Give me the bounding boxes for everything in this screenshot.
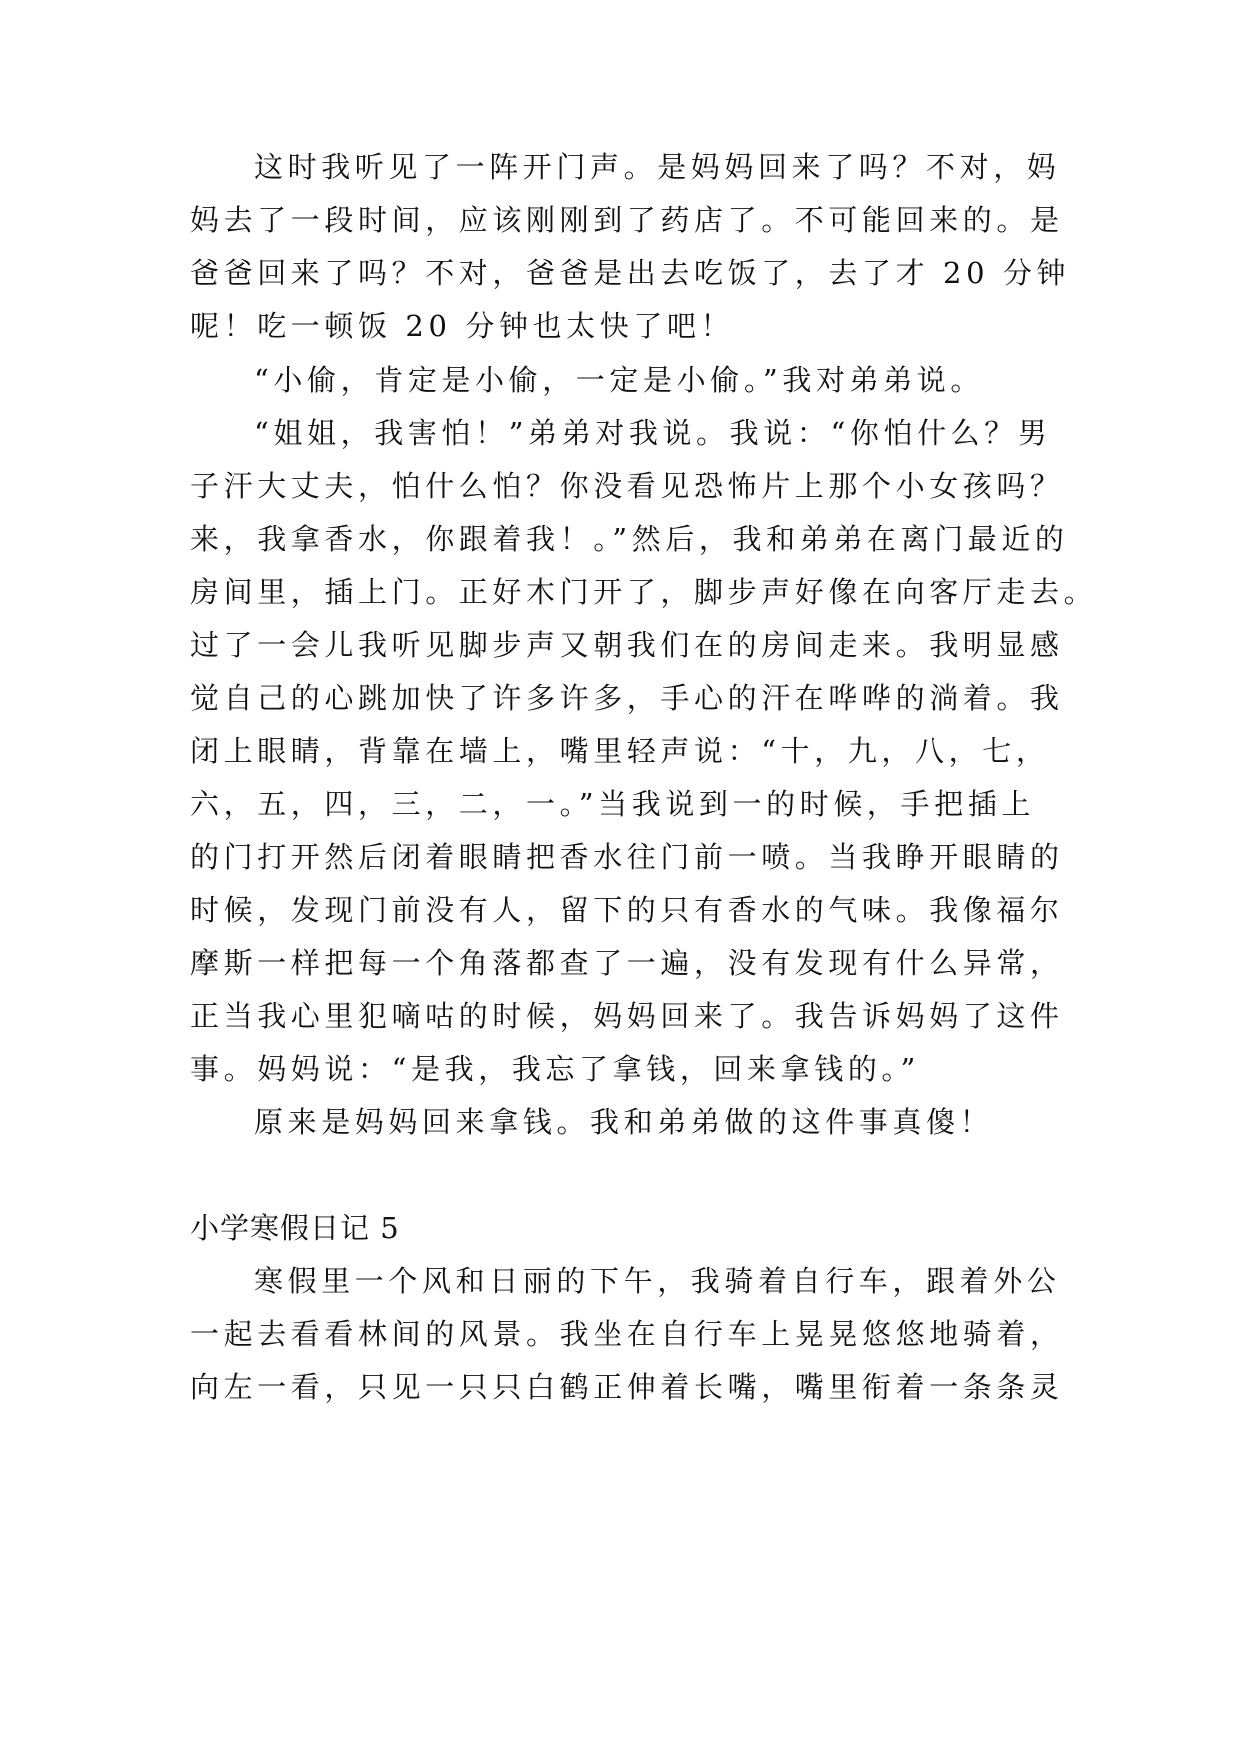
paragraph-3-line-11: 摩斯一样把每一个角落都查了一遍，没有发现有什么异常， [190,946,1064,980]
paragraph-1-line-3: 爸爸回来了吗？不对，爸爸是出去吃饭了，去了才 20 分钟 [190,256,1071,290]
paragraph-3-line-9: 的门打开然后闭着眼睛把香水往门前一喷。当我睁开眼睛的 [190,840,1064,874]
paragraph-3-line-6: 觉自己的心跳加快了许多许多，手心的汗在哗哗的淌着。我 [190,681,1064,715]
paragraph-3-line-5: 过了一会儿我听见脚步声又朝我们在的房间走来。我明显感 [190,628,1064,662]
section2-paragraph-1-line-3: 向左一看，只见一只只白鹤正伸着长嘴，嘴里衔着一条条灵 [190,1370,1064,1404]
section-title: 小学寒假日记 5 [190,1211,400,1245]
paragraph-3-line-2: 子汗大丈夫，怕什么怕？你没看见恐怖片上那个小女孩吗？ [190,469,1064,503]
paragraph-3-line-1: “姐姐，我害怕！”弟弟对我说。我说：“你怕什么？男 [254,416,1052,450]
paragraph-3-line-4: 房间里，插上门。正好木门开了，脚步声好像在向客厅走去。 [190,575,1098,609]
paragraph-3-line-13: 事。妈妈说：“是我，我忘了拿钱，回来拿钱的。” [190,1052,920,1086]
paragraph-1-line-2: 妈去了一段时间，应该刚刚到了药店了。不可能回来的。是 [190,203,1064,237]
paragraph-3-line-3: 来，我拿香水，你跟着我！。”然后，我和弟弟在离门最近的 [190,522,1069,556]
paragraph-3-line-10: 时候，发现门前没有人，留下的只有香水的气味。我像福尔 [190,893,1064,927]
paragraph-3-line-7: 闭上眼睛，背靠在墙上，嘴里轻声说：“十，九，八，七， [190,734,1050,768]
section2-paragraph-1-line-1: 寒假里一个风和日丽的下午，我骑着自行车，跟着外公 [254,1264,1061,1298]
paragraph-1-line-4: 呢！吃一顿饭 20 分钟也太快了吧！ [190,309,735,343]
paragraph-3-line-12: 正当我心里犯嘀咕的时候，妈妈回来了。我告诉妈妈了这件 [190,999,1064,1033]
paragraph-1-line-1: 这时我听见了一阵开门声。是妈妈回来了吗？不对，妈 [254,150,1061,184]
section2-paragraph-1-line-2: 一起去看看林间的风景。我坐在自行车上晃晃悠悠地骑着， [190,1317,1064,1351]
paragraph-3-line-8: 六，五，四，三，二，一。”当我说到一的时候，手把插上 [190,787,1035,821]
paragraph-2-line-1: “小偷，肯定是小偷，一定是小偷。”我对弟弟说。 [254,363,984,397]
paragraph-4-line-1: 原来是妈妈回来拿钱。我和弟弟做的这件事真傻！ [254,1105,994,1139]
